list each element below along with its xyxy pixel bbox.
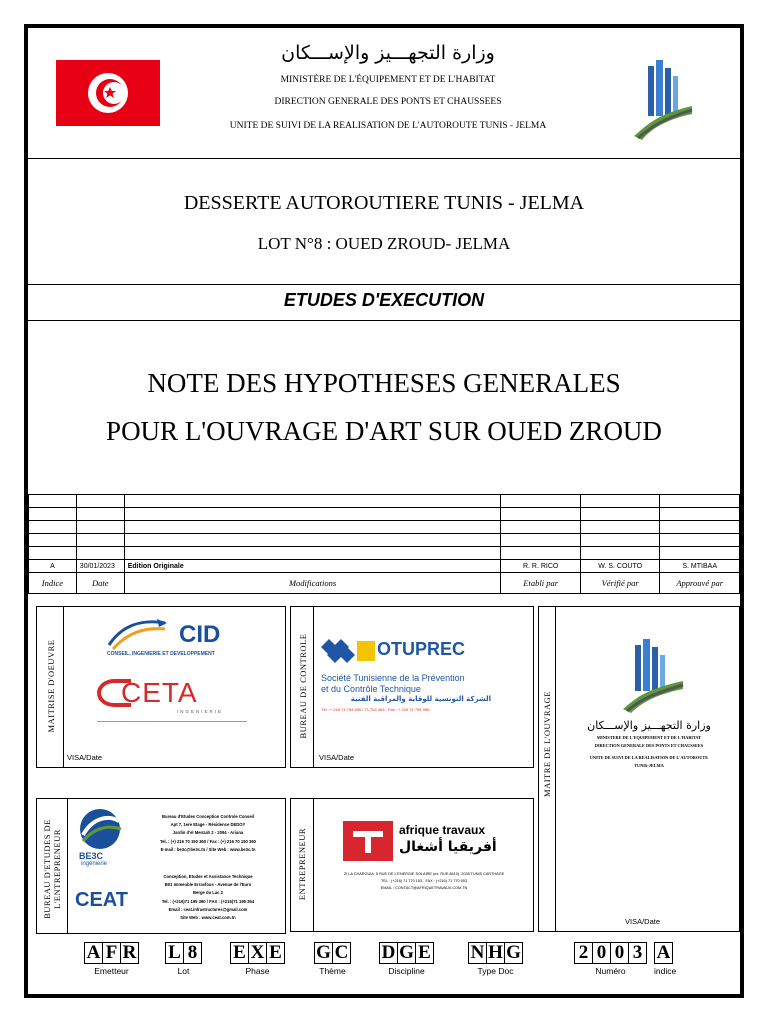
- rev-approuve: S. MTIBAA: [660, 560, 740, 573]
- be3c-info: Bureau d'Etudes Conception Controle Conseil Apt 7, 1ere Etage - Résidence DEDOY Jardin d'el Menzah 2 - 2094 - Ariana Tel. : (+) 216 70 150 360 / Fax : (+) 216 70 150 360 E-mail : be3c@be3c.tn / Site Web : www.be3c.tn: [159, 814, 257, 852]
- rev-etabli: R. R. RICO: [501, 560, 580, 573]
- code-char: G: [506, 942, 521, 963]
- code-box: [165, 942, 202, 964]
- code-char: A: [85, 943, 103, 963]
- rev-verifie: W. S. COUTO: [580, 560, 660, 573]
- divider: [28, 158, 740, 159]
- header-verifie: Vérifié par: [580, 573, 660, 594]
- maitrise-oeuvre-block: [36, 606, 286, 768]
- entrepreneur-block: ENTREPRENEUR afrique travaux أفريقيا أشغال ZI LA CHARGUIA, 5 RUE DE L'ENERGIE SOLAIRE (ex. RUE 8610), 2035 TUNIS CARTHAGE TEL : (+216) 71 770 153 - FAX : (+216) 71 770 653 EMAIL : CONTACT@AFRIQUETRAVAUX.COM.TN: [290, 798, 534, 932]
- code-char: X: [249, 943, 267, 963]
- document-title-line1: NOTE DES HYPOTHESES GENERALES: [147, 368, 621, 398]
- code-group-type-doc: [468, 942, 523, 976]
- code-char: N: [469, 943, 487, 963]
- arabic-ministry-title: وزارة التجهـــيز والإســـكان: [281, 42, 495, 64]
- ceat-info: Conception, Etudes et Assistance Technique B01 Immeuble Errasfous - Avenue de l'Euro Berge du Lac 2 Tel. : (+216)71 195 360 / FAX : (+216)71 195 364 Email : ceat.infrastructures@gmail.com Site Web : www.ceat.com.tn: [161, 874, 255, 921]
- code-char: 2: [575, 943, 593, 963]
- divider: [28, 320, 740, 321]
- code-label: Discipline: [388, 966, 425, 976]
- page-frame: [24, 24, 744, 998]
- table-row: [29, 508, 740, 521]
- visa-date-label: VISA/Date: [625, 917, 661, 926]
- code-group-num-ro: [574, 942, 647, 976]
- code-label: Emetteur: [94, 966, 129, 976]
- bureau-controle-block: [290, 606, 534, 768]
- code-box: [468, 942, 523, 964]
- document-code-strip: [84, 940, 724, 986]
- code-group-discipline: [379, 942, 434, 976]
- header-date: Date: [76, 573, 124, 594]
- code-char: G: [315, 943, 333, 963]
- maitre-ouvrage-block: MAITRE DE L'OUVRAGE وزارة التجهـــيز والإســـكان MINISTERE DE L'EQUIPEMENT ET DE L'HABITAT DIRECTION GENERALE DES PONTS ET CHAUSSEES UNITE DE SUIVI DE LA REALISATION DE L'AUTOROUTE TUNIS-JELMA VISA/Date: [538, 606, 740, 932]
- rev-indice: A: [29, 560, 77, 573]
- phase-title: ETUDES D'EXECUTION: [283, 290, 485, 310]
- code-label: Lot: [177, 966, 190, 976]
- document-title-line2: POUR L'OUVRAGE D'ART SUR OUED ZROUD: [106, 416, 662, 446]
- code-char: H: [487, 943, 505, 963]
- code-char: E: [269, 942, 282, 963]
- code-label: Type Doc: [477, 966, 514, 976]
- code-char: C: [334, 942, 349, 963]
- tunisia-flag-icon: [56, 60, 160, 126]
- afrique-travaux-logo: [343, 821, 393, 861]
- soturec-logo: OTUPREC Société Tunisienne de la Prévention et du Contrôle Technique الشركة التونسية للوقاية والمراقبة الفنية Tél : + 216 71 754 659 / 71 754 463 - Fax : + 216 71 754 996: [321, 639, 491, 712]
- divider: [28, 284, 740, 285]
- ceat-logo: CEAT: [75, 889, 128, 911]
- bureau-etudes-block: [36, 798, 286, 934]
- code-char: G: [398, 943, 416, 963]
- code-box: [314, 942, 351, 964]
- bureau-controle-label: BUREAU DE CONTROLE: [298, 633, 308, 739]
- code-box: [84, 942, 139, 964]
- visa-date-label: VISA/Date: [67, 753, 103, 762]
- code-group-phase: [230, 942, 285, 976]
- table-row: [29, 495, 740, 508]
- code-label: indice: [654, 966, 677, 976]
- code-char: R: [122, 942, 137, 963]
- table-row: [29, 547, 740, 560]
- project-title: DESSERTE AUTOROUTIERE TUNIS - JELMA: [183, 192, 585, 214]
- code-label: Numéro: [595, 966, 626, 976]
- code-label: Phase: [245, 966, 270, 976]
- maitrise-oeuvre-label: MAITRISE D'OEUVRE: [46, 639, 56, 733]
- header-etabli: Etabli par: [501, 573, 580, 594]
- visa-date-label: VISA/Date: [319, 753, 355, 762]
- bureau-etudes-label: BUREAU D'ETUDES DE L'ENTREPRENEUR: [42, 819, 62, 919]
- revision-header-row: [29, 573, 740, 594]
- code-char: A: [656, 942, 671, 963]
- maitre-ouvrage-label: MAITRE DE L'OUVRAGE: [542, 691, 552, 797]
- code-label: Thème: [319, 966, 346, 976]
- table-row: [29, 534, 740, 547]
- code-group-lot: [165, 942, 202, 976]
- revision-table: [28, 494, 740, 594]
- code-char: F: [103, 943, 121, 963]
- lot-title: LOT N°8 : OUED ZROUD- JELMA: [257, 234, 511, 253]
- code-char: D: [380, 943, 398, 963]
- table-row: [29, 521, 740, 534]
- direction-name: DIRECTION GENERALE DES PONTS ET CHAUSSEES: [274, 97, 502, 107]
- code-char: L: [166, 943, 184, 963]
- header-modifications: Modifications: [124, 573, 501, 594]
- code-char: 8: [187, 942, 198, 963]
- owner-logo-icon: [619, 635, 689, 715]
- header-indice: Indice: [29, 573, 77, 594]
- code-char: 0: [593, 943, 611, 963]
- unit-name: UNITE DE SUIVI DE LA REALISATION DE L'AUTOROUTE TUNIS - JELMA: [229, 121, 547, 131]
- code-box: [230, 942, 285, 964]
- code-box: [379, 942, 434, 964]
- rev-date: 30/01/2023: [76, 560, 124, 573]
- be3c-logo: BE3C ingénierie: [73, 807, 133, 869]
- ceta-logo: CETA INGENIERIE: [97, 679, 267, 739]
- code-char: 3: [632, 942, 643, 963]
- code-group-emetteur: [84, 942, 139, 976]
- rev-modification: Edition Originale: [124, 560, 501, 573]
- entrepreneur-label: ENTREPRENEUR: [297, 827, 307, 901]
- code-char: 0: [611, 943, 629, 963]
- code-group-indice: [654, 942, 676, 976]
- revision-row: [29, 560, 740, 573]
- header-approuve: Approuvé par: [660, 573, 740, 594]
- code-group-th-me: [314, 942, 351, 976]
- ministry-name: MINISTÈRE DE L'ÉQUIPEMENT ET DE L'HABITAT: [280, 75, 496, 85]
- code-box: [574, 942, 647, 964]
- code-box: [654, 942, 673, 964]
- code-char: E: [418, 942, 431, 963]
- code-char: E: [231, 943, 249, 963]
- highway-logo-icon: [628, 54, 698, 144]
- cid-logo: CID CONSEIL, INGENIERIE ET DEVELOPPEMENT: [107, 621, 221, 657]
